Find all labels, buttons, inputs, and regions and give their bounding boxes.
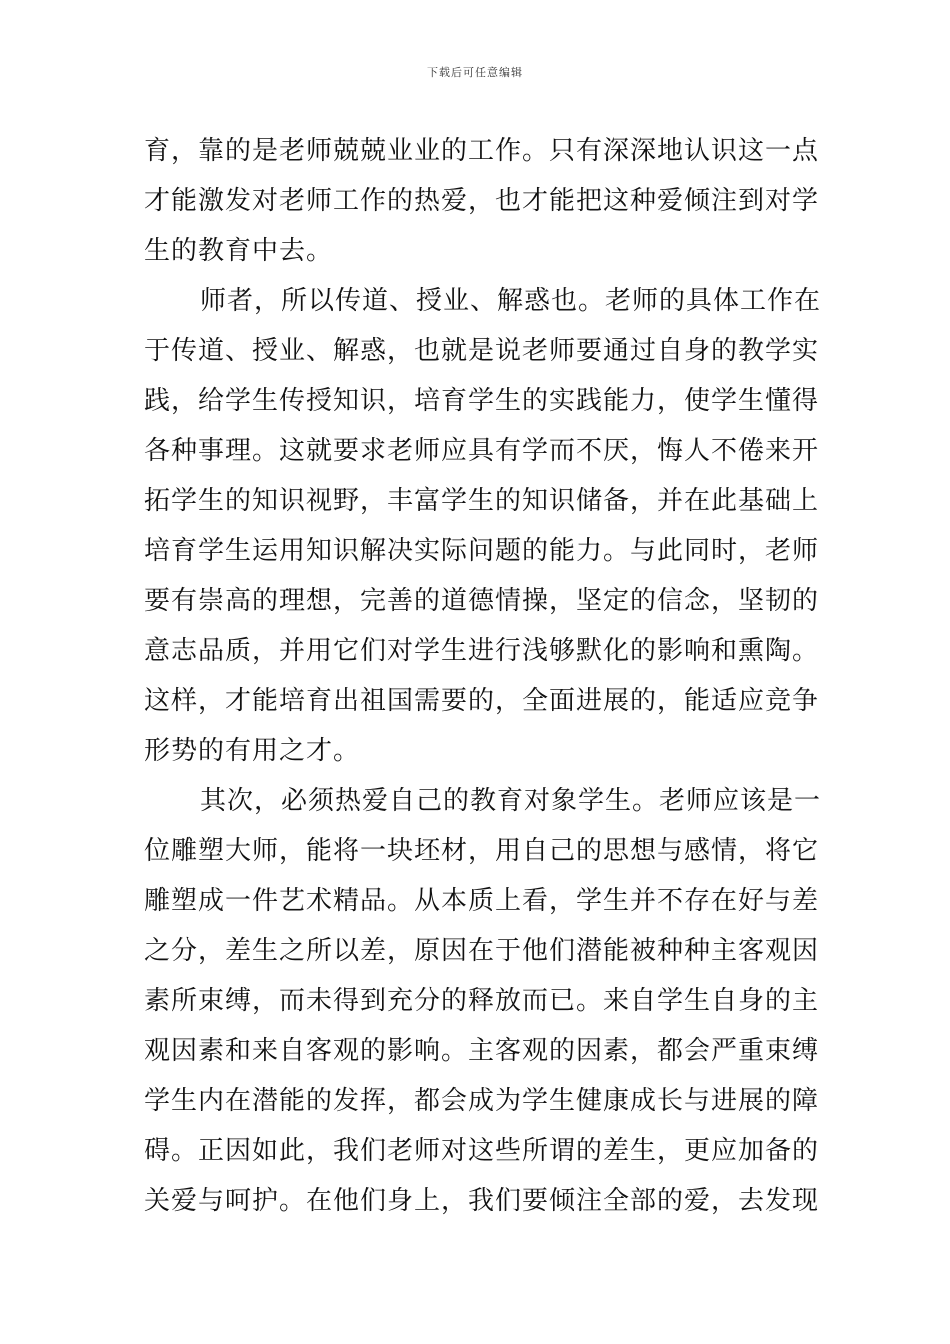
- text-line: 各种事理。这就要求老师应具有学而不厌，悔人不倦来开: [144, 436, 820, 466]
- text-line: 践，给学生传授知识，培育学生的实践能力，使学生懂得: [144, 386, 820, 416]
- text-line: 意志品质，并用它们对学生进行浅够默化的影响和熏陶。: [144, 636, 820, 666]
- text-line: 雕塑成一件艺术精品。从本质上看，学生并不存在好与差: [144, 886, 820, 916]
- text-line: 要有崇高的理想，完善的道德情操，坚定的信念，坚韧的: [144, 586, 820, 616]
- text-line: 育，靠的是老师兢兢业业的工作。只有深深地认识这一点: [144, 136, 820, 166]
- page-header: 下载后可任意编辑: [427, 66, 523, 79]
- text-line: 形势的有用之才。: [144, 736, 361, 766]
- text-line: 素所束缚，而未得到充分的释放而已。来自学生自身的主: [144, 986, 820, 1016]
- text-line: 于传道、授业、解惑，也就是说老师要通过自身的教学实: [144, 336, 820, 366]
- text-line: 碍。正因如此，我们老师对这些所谓的差生，更应加备的: [144, 1136, 820, 1166]
- paragraph-1: [144, 126, 820, 276]
- text-line: 拓学生的知识视野，丰富学生的知识储备，并在此基础上: [144, 486, 820, 516]
- text-line: 其次，必须热爱自己的教育对象学生。老师应该是一: [200, 786, 822, 816]
- paragraph-3: [144, 776, 822, 1226]
- text-line: 学生内在潜能的发挥，都会成为学生健康成长与进展的障: [144, 1086, 820, 1116]
- text-line: 这样，才能培育出祖国需要的，全面进展的，能适应竞争: [144, 686, 820, 716]
- text-line: 才能激发对老师工作的热爱，也才能把这种爱倾注到对学: [144, 186, 820, 216]
- text-line: 位雕塑大师，能将一块坯材，用自己的思想与感情，将它: [144, 836, 820, 866]
- text-line: 关爱与呵护。在他们身上，我们要倾注全部的爱，去发现: [144, 1186, 820, 1216]
- text-line: 师者，所以传道、授业、解惑也。老师的具体工作在: [200, 286, 822, 316]
- paragraph-2: [144, 276, 822, 776]
- text-line: 之分，差生之所以差，原因在于他们潜能被种种主客观因: [144, 936, 820, 966]
- text-line: 观因素和来自客观的影响。主客观的因素，都会严重束缚: [144, 1036, 820, 1066]
- text-line: 培育学生运用知识解决实际问题的能力。与此同时，老师: [144, 536, 820, 566]
- document-body: [144, 126, 822, 1226]
- text-line: 生的教育中去。: [144, 236, 334, 266]
